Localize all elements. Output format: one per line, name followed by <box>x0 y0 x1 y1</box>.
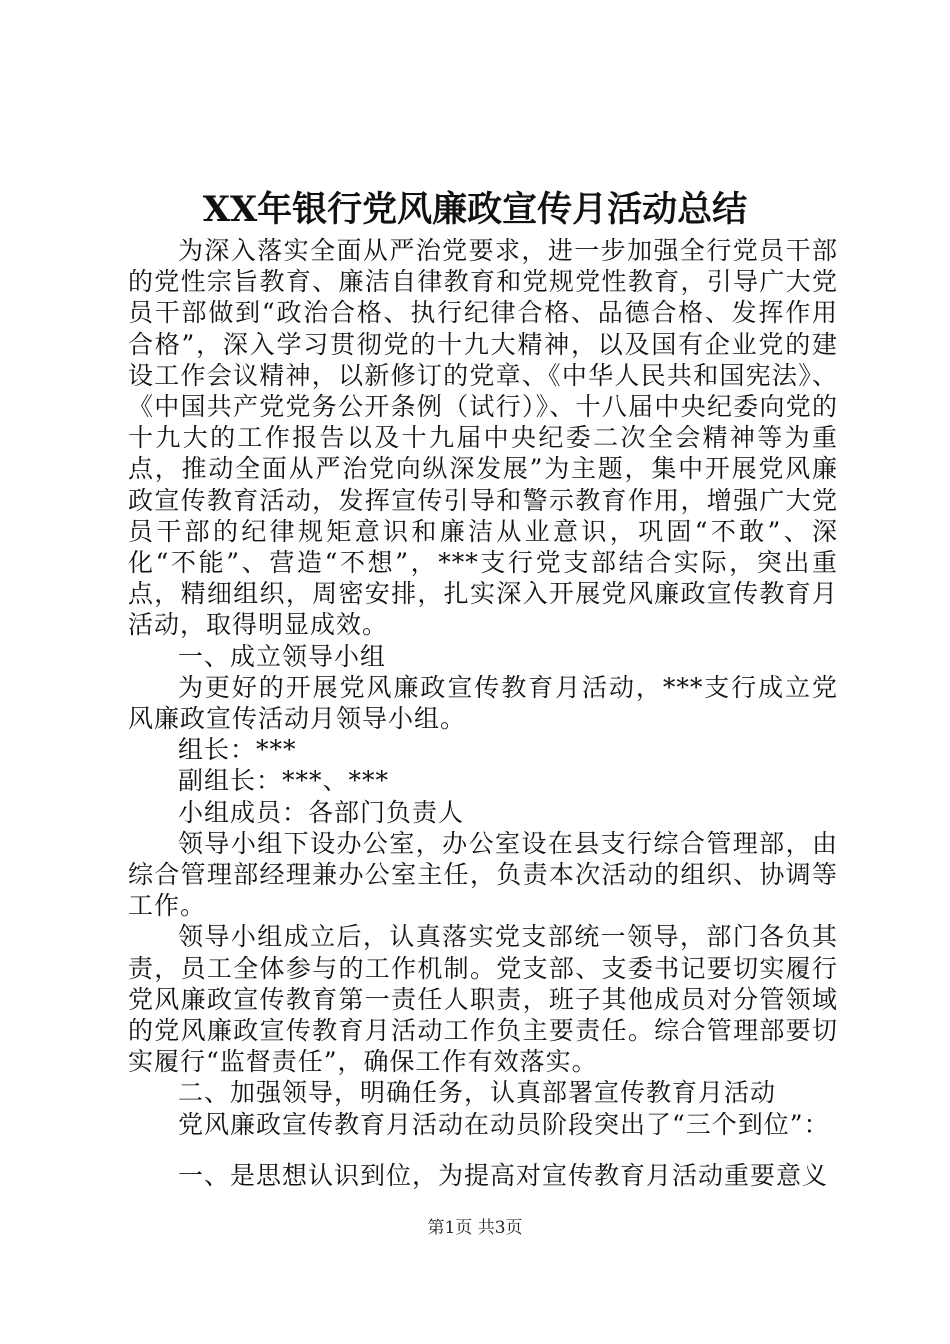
paragraph-gap <box>128 1140 838 1160</box>
paragraph-point-one: 一、是思想认识到位，为提高对宣传教育月活动重要意义 <box>178 1160 829 1190</box>
paragraph-office: 领导小组下设办公室，办公室设在县支行综合管理部，由综合管理部经理兼办公室主任，负责本次活动的组织、协调等工作。 <box>128 828 838 921</box>
document-title: XX年银行党风廉政宣传月活动总结 <box>202 189 748 230</box>
paragraph-deputy-leader: 副组长：***、*** <box>178 766 390 796</box>
section-heading-1: 一、成立领导小组 <box>178 641 387 671</box>
paragraph-leader: 组长：*** <box>178 735 297 765</box>
page-footer: 第1页 共3页 <box>427 1218 523 1238</box>
paragraph-mechanism: 领导小组成立后，认真落实党支部统一领导，部门各负其责，员工全体参与的工作机制。党支部、支委书记要切实履行党风廉政宣传教育第一责任人职责，班子其他成员对分管领域的党风廉政宣传教育月活动工作负主要责任。综合管理部要切实履行“监督责任”，确保工作有效落实。 <box>128 922 838 1077</box>
paragraph-intro: 为深入落实全面从严治党要求，进一步加强全行党员干部的党性宗旨教育、廉洁自律教育和党规党性教育，引导广大党员干部做到“政治合格、执行纪律合格、品德合格、发挥作用合格”，深入学习贯彻党的十九大精神，以及国有企业党的建设工作会议精神，以新修订的党章、《中华人民共和国宪法》、《中国共产党党务公开条例（试行）》、十八届中央纪委向党的十九大的工作报告以及十九届中央纪委二次全会精神等为重点，推动全面从严治党向纵深发展”为主题，集中开展党风廉政宣传教育活动，发挥宣传引导和警示教育作用，增强广大党员干部的纪律规矩意识和廉洁从业意识，巩固“不敢”、深化“不能”、营造“不想”，***支行党支部结合实际，突出重点，精细组织，周密安排，扎实深入开展党风廉政宣传教育月活动，取得明显成效。 <box>128 236 838 640</box>
document-body <box>128 235 838 1191</box>
paragraph-three-in-place: 党风廉政宣传教育月活动在动员阶段突出了“三个到位”： <box>178 1109 830 1139</box>
section-heading-2: 二、加强领导，明确任务，认真部署宣传教育月活动 <box>178 1078 777 1108</box>
paragraph-leading-group: 为更好的开展党风廉政宣传教育月活动，***支行成立党风廉政宣传活动月领导小组。 <box>128 672 838 734</box>
paragraph-members: 小组成员：各部门负责人 <box>178 797 465 827</box>
